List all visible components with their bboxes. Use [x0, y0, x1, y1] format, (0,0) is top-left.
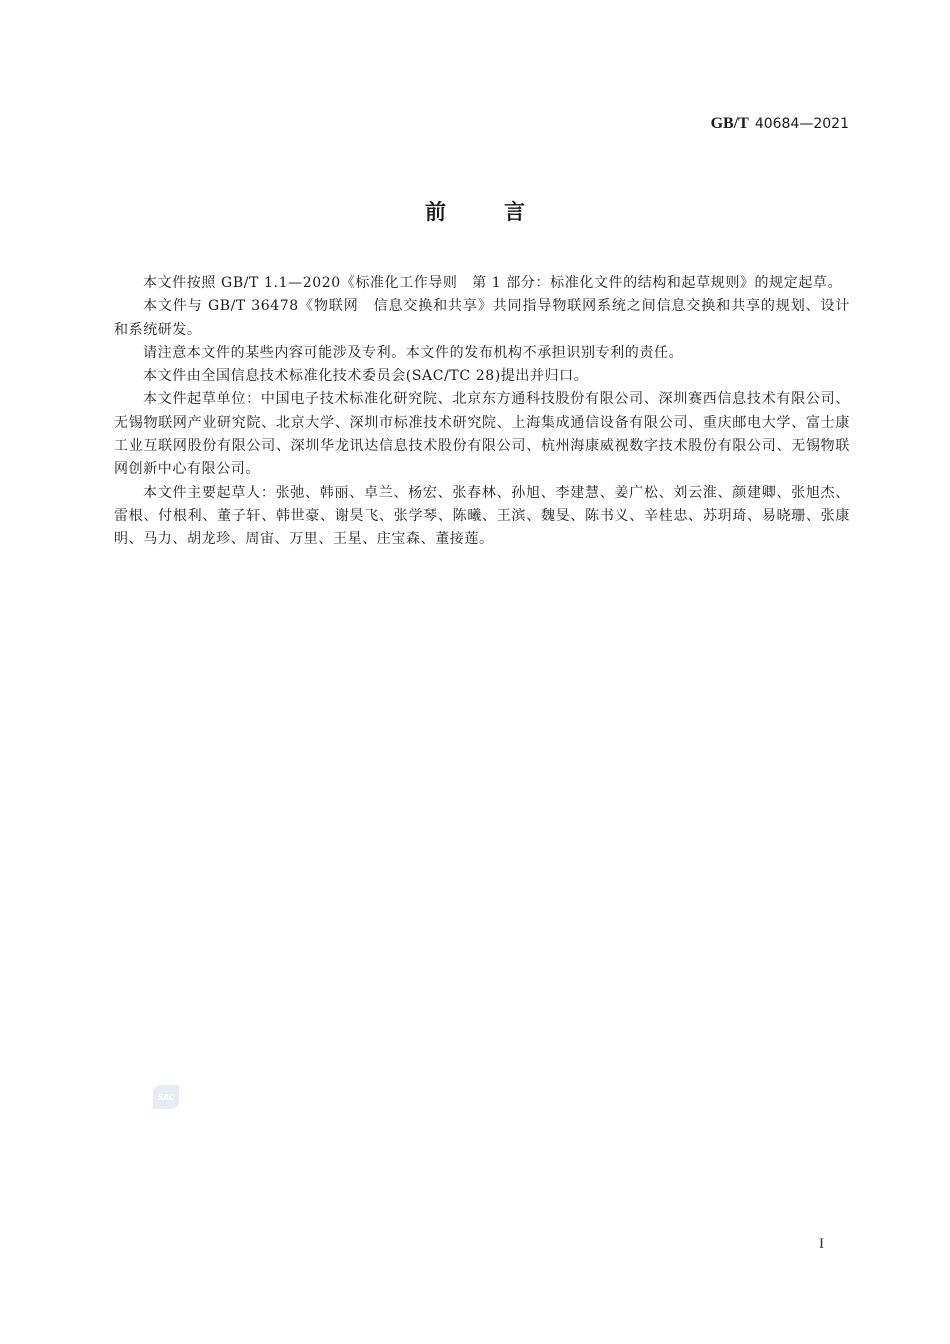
standard-prefix: GB/T [710, 115, 749, 132]
paragraph-drafting-organizations: 本文件起草单位：中国电子技术标准化研究院、北京东方通科技股份有限公司、深圳赛西信息技术有限公司、无锡物联网产业研究院、北京大学、深圳市标准技术研究院、上海集成通信设备有限公司、重庆邮电大学、富士康工业互联网股份有限公司、深圳华龙讯达信息技术股份有限公司、杭州海康威视数字技术股份有限公司、无锡物联网创新中心有限公司。 [114, 391, 850, 478]
paragraph-drafters: 本文件主要起草人：张弛、韩丽、卓兰、杨宏、张春林、孙旭、李建慧、姜广松、刘云淮、颜建卿、张旭杰、雷根、付根利、董子轩、韩世豪、谢昊飞、张学琴、陈曦、王滨、魏旻、陈书义、辛桂忠、苏玥琦、易晓珊、张康明、马力、胡龙珍、周宙、万里、王星、庄宝森、董接莲。 [114, 484, 850, 548]
sac-logo-watermark [153, 1085, 179, 1109]
page-number: I [819, 1236, 824, 1252]
title-char-1: 前 [425, 200, 446, 224]
paragraph-proposer: 本文件由全国信息技术标准化技术委员会(SAC/TC 28)提出并归口。 [143, 368, 589, 385]
foreword-body [114, 272, 850, 552]
standard-code: 40684—2021 [754, 116, 849, 132]
paragraph-drafting-rules: 本文件按照 GB/T 1.1—2020《标准化工作导则 第 1 部分：标准化文件的结构和起草规则》的规定起草。 [143, 275, 843, 291]
title-char-2: 言 [504, 200, 525, 224]
paragraph-related-standard: 本文件与 GB/T 36478《物联网 信息交换和共享》共同指导物联网系统之间信息交换和共享的规划、设计和系统研发。 [114, 298, 850, 338]
paragraph-patent-notice: 请注意本文件的某些内容可能涉及专利。本文件的发布机构不承担识别专利的责任。 [143, 344, 684, 361]
standard-number [711, 113, 849, 134]
page-title [0, 196, 950, 226]
sac-logo-text: SAC [157, 1092, 175, 1102]
